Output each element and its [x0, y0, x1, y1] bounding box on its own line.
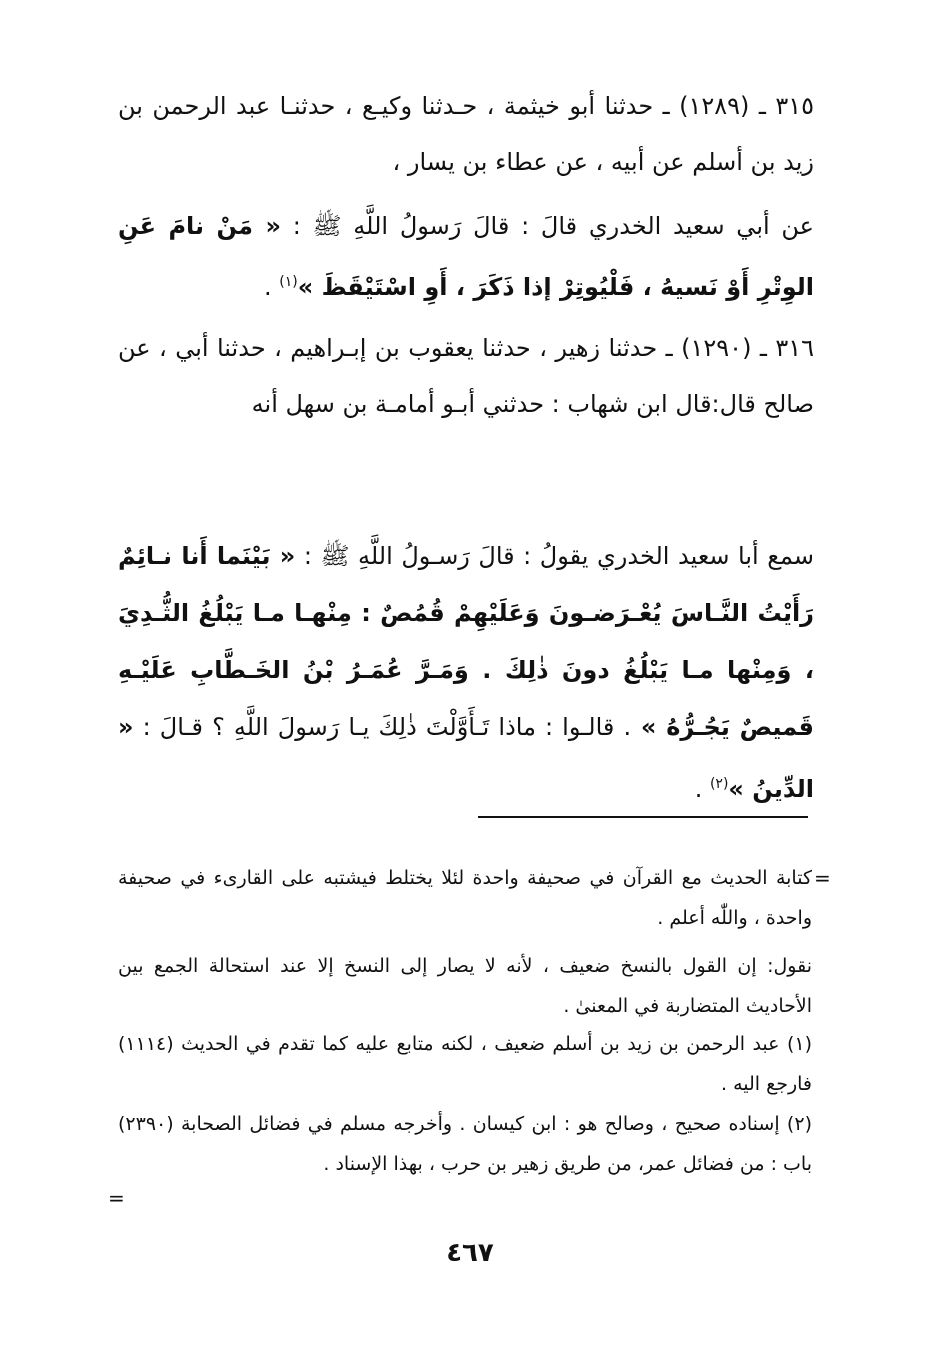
hadith-316-chain: ٣١٦ ـ (١٢٩٠) ـ حدثنا زهير ، حدثنا يعقوب بن إبـراهيم ، حدثنا أبي ، عن صالح قال:قال ابن شهاب : حدثني أبـو أمامـة بن سهل أنه — [118, 334, 815, 418]
hadith-315-chain: ٣١٥ ـ (١٢٨٩) ـ حدثنا أبو خيثمة ، حـدثنا وكيـع ، حدثنـا عبد الرحمن بن زيد بن أسلم عن أبيه ، عن عطاء بن يسار ، — [118, 92, 815, 176]
footnote-continuation: كتابة الحديث مع القرآن في صحيفة واحدة لئلا يختلط فيشتبه على القارىء في صحيفة واحدة ، واللّٰه أعلم . — [118, 867, 812, 929]
continuation-mark: = — [814, 866, 831, 890]
hadith-316-end: . — [694, 775, 710, 803]
hadith-315-narration-intro: عن أبي سعيد الخدري قالَ : قالَ رَسولُ اللَّهِ ﷺ : — [280, 212, 814, 240]
footnote-separator — [478, 816, 808, 818]
hadith-315-text — [118, 198, 866, 315]
footnote-ref-1: (١) — [279, 274, 298, 290]
hadith-316-quote-part1: « بَيْنَما أَنا نـائِمٌ رَأَيْتُ النَّـاسَ يُعْـرَضـونَ وَعَلَيْهِمْ قُمُصٌ : مِنْهـا مـا يَبْلُغُ الثُّـدِيَ ، وَمِنْها مـا يَبْلُغُ دونَ ذٰلِكَ . وَمَـرَّ عُمَـرُ بْنُ الخَـطَّابِ عَلَيْـهِ قَميصٌ يَجُـرُّهُ » — [118, 542, 814, 741]
footnote-2: (٢) إسناده صحيح ، وصالح هو : ابن كيسان . وأخرجه مسلم في فضائل الصحابة (٢٣٩٠) باب : من فضائل عمر، من طريق زهير بن حرب ، بهذا الإسناد . — [118, 1113, 812, 1175]
page-number: ٤٦٧ — [446, 1238, 494, 1268]
hadith-316-text — [118, 528, 866, 818]
hadith-316-narration-intro: سمع أبا سعيد الخدري يقولُ : قالَ رَسـولُ اللَّهِ ﷺ : — [295, 542, 814, 570]
continuation-end-mark: = — [108, 1186, 125, 1210]
footnote-ref-2: (٢) — [709, 776, 729, 792]
footnote-editor-note: نقول: إن القول بالنسخ ضعيف ، لأنه لا يصار إلى النسخ إلا عند استحالة الجمع بين الأحاديث المتضاربة في المعنىٰ . — [118, 955, 812, 1017]
hadith-315-quote: « مَنْ نامَ عَنِ الوِتْرِ أَوْ نَسيهُ ، فَلْيُوتِرْ إذا ذَكَرَ ، أَوِ اسْتَيْقَظَ » — [118, 212, 814, 301]
footnote-1: (١) عبد الرحمن بن زيد بن أسلم ضعيف ، لكنه متابع عليه كما تقدم في الحديث (١١١٤) فارجع اليه . — [118, 1033, 812, 1095]
hadith-316-quote-part2: « الدِّينُ » — [118, 713, 814, 803]
hadith-315-end: . — [264, 273, 280, 301]
hadith-316-middle: . قالـوا : ماذا تَـأَوَّلْتَ ذٰلِكَ يـا رَسولَ اللَّهِ ؟ قـالَ : — [133, 713, 632, 741]
